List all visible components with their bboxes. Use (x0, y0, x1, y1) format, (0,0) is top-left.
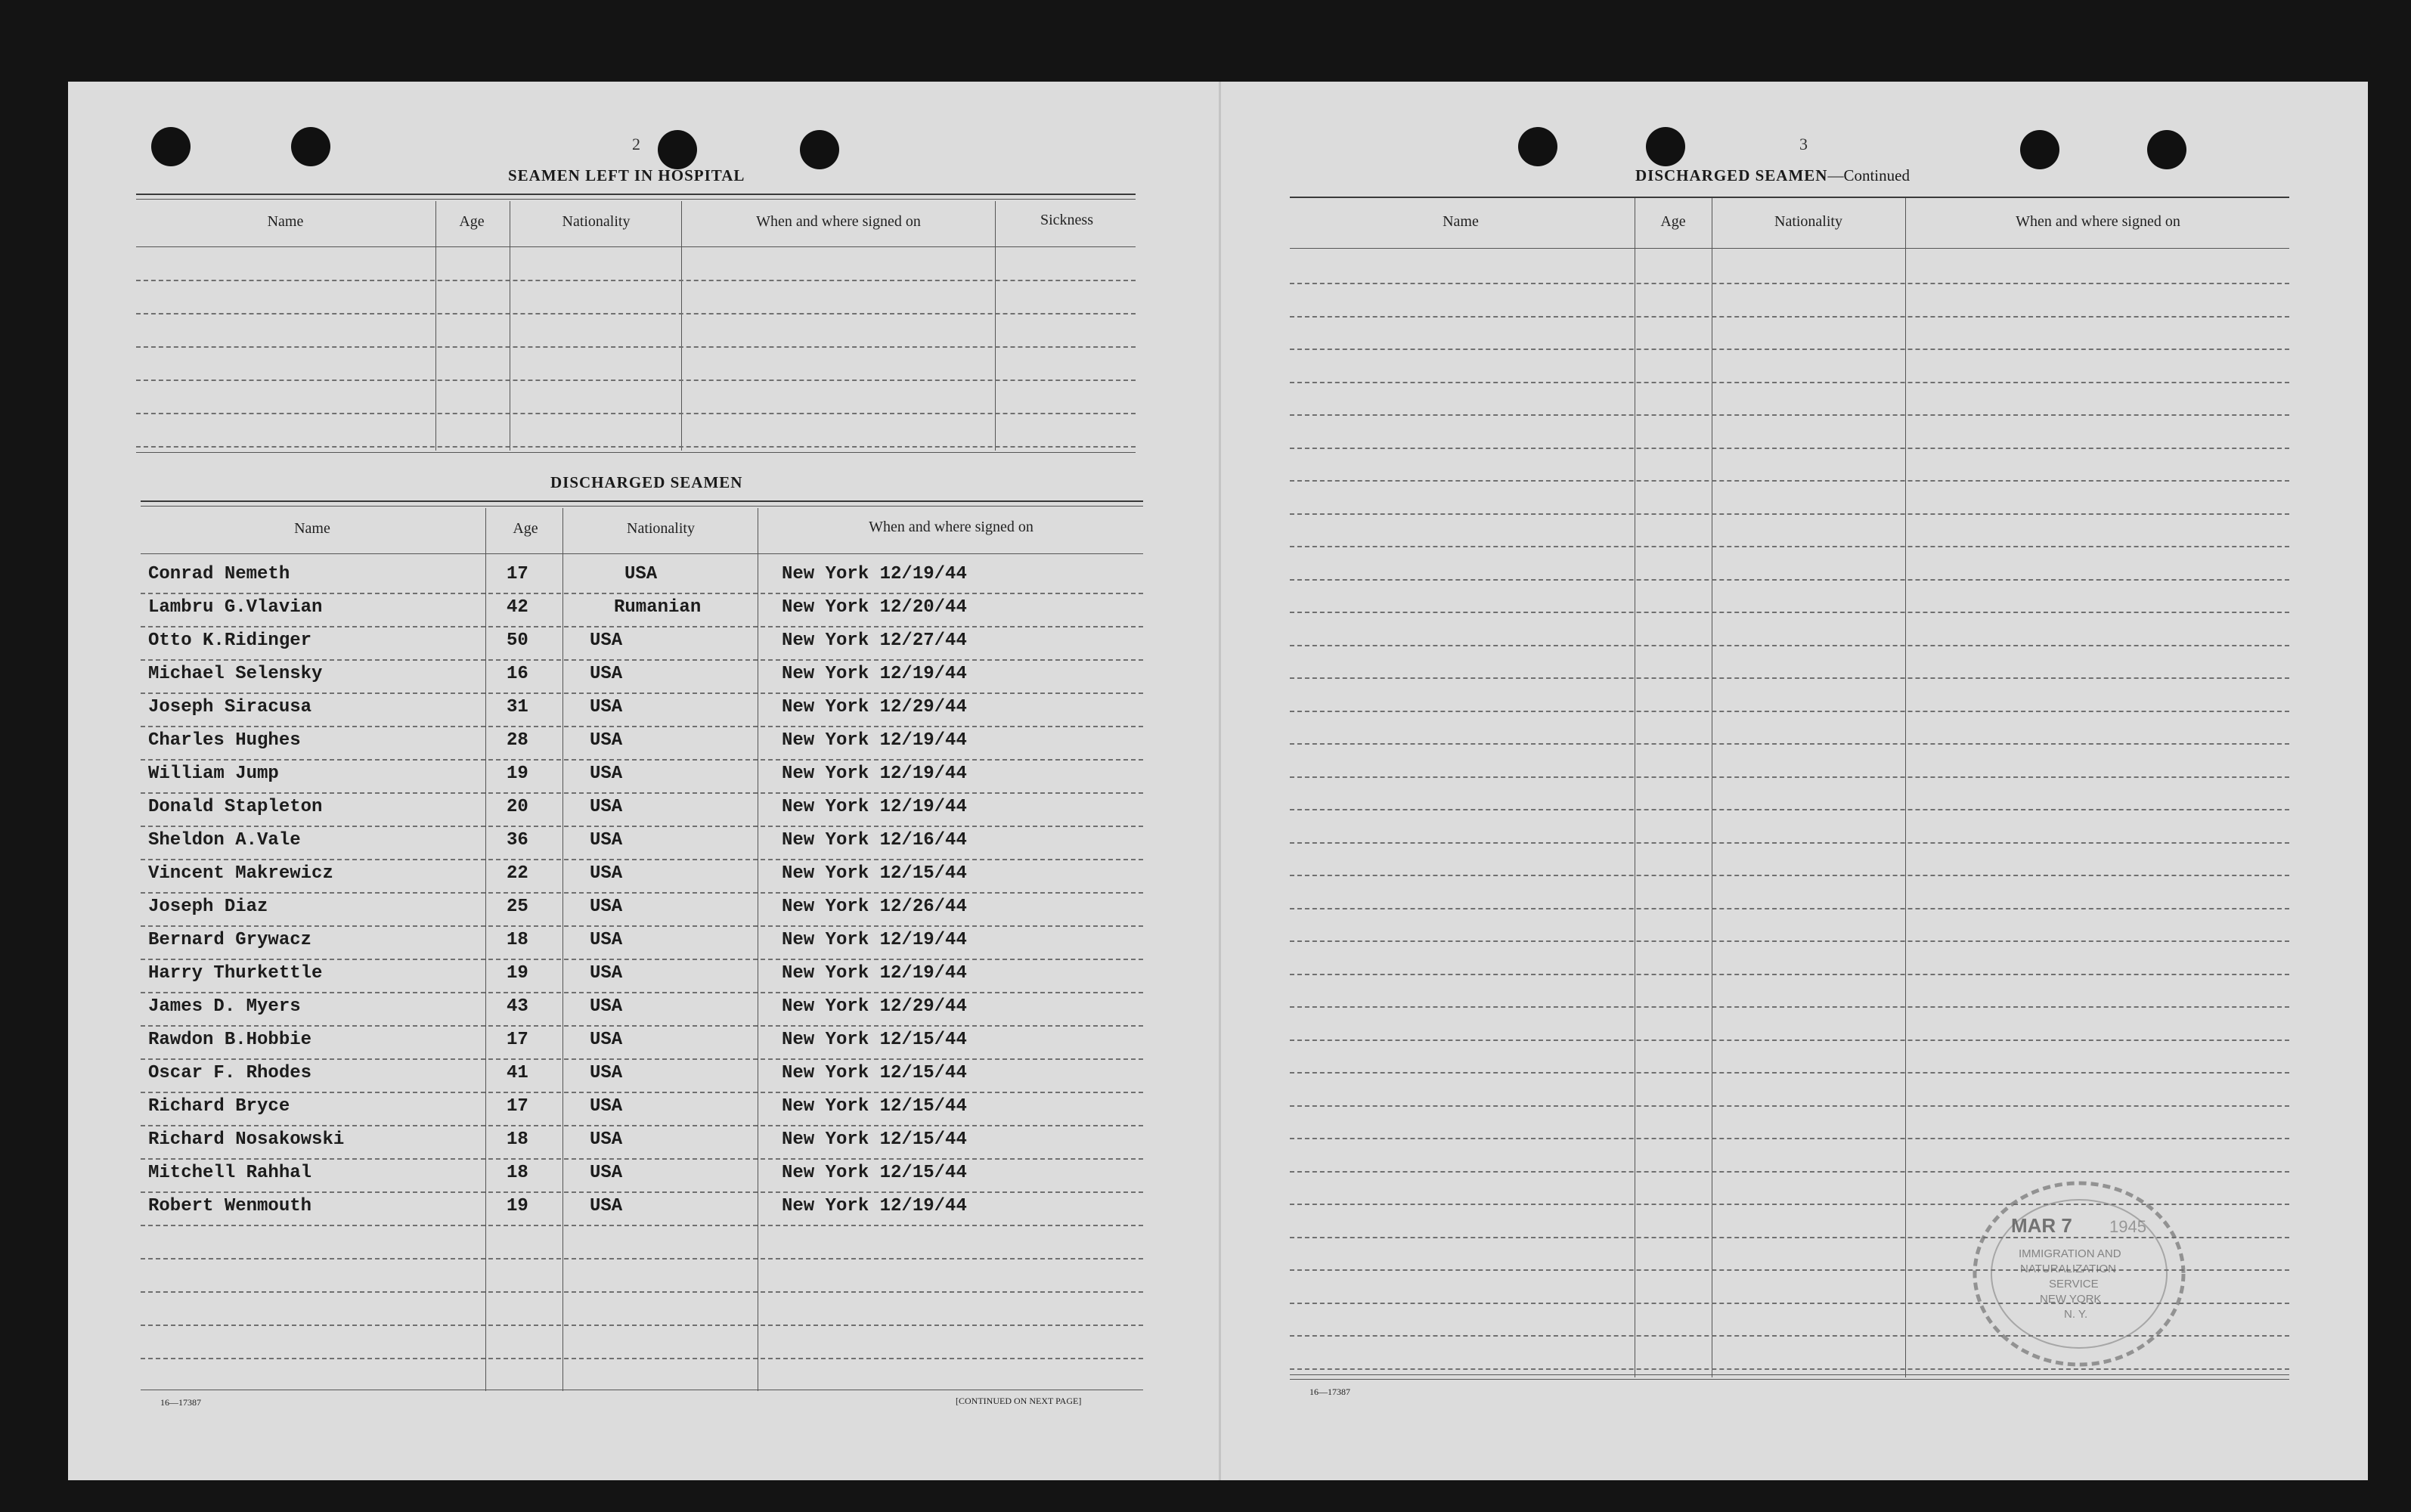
table-row-line (1290, 711, 2289, 712)
table-row-line (141, 959, 1143, 960)
seaman-age: 17 (507, 564, 528, 584)
table-row-line (1290, 1105, 2289, 1107)
table-row-line (141, 626, 1143, 627)
seaman-nationality: USA (590, 963, 623, 984)
page-title (1635, 166, 1910, 185)
seaman-nationality: USA (590, 897, 623, 917)
seaman-nationality: USA (590, 631, 623, 651)
seaman-age: 18 (507, 1129, 528, 1150)
table-row-line (1290, 908, 2289, 909)
seaman-name: Sheldon A.Vale (148, 830, 301, 850)
seaman-nationality: USA (624, 564, 658, 584)
table-row-line (1290, 480, 2289, 482)
seaman-age: 20 (507, 797, 528, 817)
seaman-name: Richard Nosakowski (148, 1129, 345, 1150)
table-row-line (141, 692, 1143, 694)
seaman-nationality: USA (590, 1096, 623, 1117)
table-row-line (1290, 579, 2289, 581)
col-header-nationality: Nationality (562, 213, 631, 230)
seaman-signed-on: New York 12/26/44 (782, 897, 967, 917)
seaman-name: Charles Hughes (148, 730, 301, 751)
col-header-signed-on: When and where signed on (756, 213, 921, 230)
table-row-line (141, 1025, 1143, 1027)
seaman-signed-on: New York 12/15/44 (782, 1096, 967, 1117)
table-row-line (1290, 316, 2289, 318)
column-divider (1905, 198, 1906, 1377)
seaman-age: 41 (507, 1063, 528, 1083)
col-header-nationality: Nationality (627, 520, 695, 537)
punch-hole (291, 127, 330, 166)
stamp-line: N. Y. (2064, 1308, 2088, 1321)
table-row-line (141, 1058, 1143, 1060)
table-row-line (1290, 743, 2289, 745)
table-row-line (141, 1358, 1143, 1359)
table-row-line (1290, 1040, 2289, 1041)
table-row-line (1290, 1138, 2289, 1139)
col-header-signed-on: When and where signed on (869, 519, 1034, 535)
punch-hole (1646, 127, 1685, 166)
seaman-nationality: USA (590, 764, 623, 784)
col-header-nationality: Nationality (1774, 213, 1842, 230)
seaman-age: 25 (507, 897, 528, 917)
table-row-line (1290, 645, 2289, 646)
seaman-nationality: USA (590, 1196, 623, 1216)
table-row-line (141, 1325, 1143, 1326)
seaman-signed-on: New York 12/19/44 (782, 564, 967, 584)
seaman-nationality: USA (590, 730, 623, 751)
seaman-age: 19 (507, 1196, 528, 1216)
seaman-signed-on: New York 12/19/44 (782, 764, 967, 784)
seaman-age: 17 (507, 1030, 528, 1050)
seaman-signed-on: New York 12/27/44 (782, 631, 967, 651)
seaman-name: Oscar F. Rhodes (148, 1063, 312, 1083)
table-row-line (1290, 349, 2289, 350)
seaman-nationality: USA (590, 1063, 623, 1083)
discharged-section-title: DISCHARGED SEAMEN (550, 473, 743, 491)
seaman-name: Joseph Siracusa (148, 697, 312, 717)
seaman-signed-on: New York 12/19/44 (782, 797, 967, 817)
seaman-name: Harry Thurkettle (148, 963, 323, 984)
seaman-signed-on: New York 12/29/44 (782, 996, 967, 1017)
seaman-nationality: USA (590, 1163, 623, 1183)
table-row-line (1290, 382, 2289, 383)
stamp-year: 1945 (2109, 1217, 2146, 1236)
table-row-line (1290, 677, 2289, 679)
seaman-name: Conrad Nemeth (148, 564, 290, 584)
table-row-line (1290, 776, 2289, 778)
title-suffix: —Continued (1827, 166, 1910, 184)
seaman-name: Vincent Makrewicz (148, 863, 333, 884)
seaman-age: 19 (507, 764, 528, 784)
seaman-age: 22 (507, 863, 528, 884)
table-row-line (136, 446, 1136, 448)
punch-hole (1518, 127, 1557, 166)
seaman-nationality: USA (590, 863, 623, 884)
seaman-name: James D. Myers (148, 996, 301, 1017)
rule (136, 199, 1136, 200)
punch-hole (658, 130, 697, 169)
table-row-line (136, 346, 1136, 348)
seaman-name: Mitchell Rahhal (148, 1163, 312, 1183)
seaman-signed-on: New York 12/15/44 (782, 1163, 967, 1183)
page-number: 2 (632, 135, 640, 153)
table-row-line (1290, 513, 2289, 515)
seaman-age: 18 (507, 1163, 528, 1183)
table-row-line (136, 280, 1136, 281)
rule (136, 194, 1136, 195)
punch-hole (2020, 130, 2059, 169)
seaman-signed-on: New York 12/15/44 (782, 1063, 967, 1083)
col-header-age: Age (1660, 213, 1686, 230)
rule (1290, 1379, 2289, 1380)
table-row-line (136, 313, 1136, 314)
table-row-line (1290, 842, 2289, 844)
punch-hole (2147, 130, 2186, 169)
rule (141, 500, 1143, 502)
stamp-line: NATURALIZATION (2020, 1263, 2116, 1275)
seaman-signed-on: New York 12/15/44 (782, 1030, 967, 1050)
seaman-nationality: USA (590, 1030, 623, 1050)
rule (136, 246, 1136, 247)
seaman-age: 19 (507, 963, 528, 984)
stamp-line: IMMIGRATION AND (2019, 1247, 2121, 1260)
seaman-signed-on: New York 12/19/44 (782, 730, 967, 751)
seaman-signed-on: New York 12/16/44 (782, 830, 967, 850)
seaman-name: Donald Stapleton (148, 797, 323, 817)
table-row-line (1290, 809, 2289, 810)
col-header-age: Age (513, 520, 538, 537)
seaman-name: Otto K.Ridinger (148, 631, 312, 651)
seaman-age: 50 (507, 631, 528, 651)
seaman-signed-on: New York 12/15/44 (782, 863, 967, 884)
seaman-age: 16 (507, 664, 528, 684)
table-row-line (141, 1225, 1143, 1226)
table-row-line (141, 925, 1143, 927)
table-row-line (136, 413, 1136, 414)
title-text: DISCHARGED SEAMEN (1635, 166, 1828, 184)
col-header-age: Age (459, 213, 485, 230)
table-row-line (136, 380, 1136, 381)
table-row-line (141, 1258, 1143, 1259)
rule (141, 553, 1143, 554)
table-row-line (1290, 875, 2289, 876)
table-row-line (1290, 546, 2289, 547)
seaman-signed-on: New York 12/19/44 (782, 930, 967, 950)
seaman-name: Richard Bryce (148, 1096, 290, 1117)
col-header-name: Name (294, 520, 330, 537)
seaman-nationality: USA (590, 797, 623, 817)
seaman-nationality: USA (590, 1129, 623, 1150)
seaman-age: 17 (507, 1096, 528, 1117)
rule (1290, 197, 2289, 198)
seaman-age: 36 (507, 830, 528, 850)
table-row-line (141, 1158, 1143, 1160)
col-header-sickness: Sickness (1040, 212, 1093, 228)
table-row-line (141, 1291, 1143, 1293)
seaman-signed-on: New York 12/29/44 (782, 697, 967, 717)
seaman-name: Rawdon B.Hobbie (148, 1030, 312, 1050)
table-row-line (1290, 940, 2289, 942)
seaman-name: Michael Selensky (148, 664, 323, 684)
seaman-name: Lambru G.Vlavian (148, 597, 323, 618)
hospital-section-title: SEAMEN LEFT IN HOSPITAL (508, 166, 745, 184)
stamp-line: SERVICE (2049, 1278, 2099, 1290)
table-row-line (141, 826, 1143, 827)
seaman-age: 42 (507, 597, 528, 618)
seaman-age: 31 (507, 697, 528, 717)
form-number: 16—17387 (1309, 1387, 1350, 1397)
col-header-signed-on: When and where signed on (2016, 213, 2180, 230)
rule (136, 452, 1136, 453)
rule (1290, 1374, 2289, 1375)
rule (1290, 248, 2289, 249)
seaman-name: Bernard Grywacz (148, 930, 312, 950)
table-row-line (141, 792, 1143, 794)
table-row-line (1290, 1072, 2289, 1074)
seaman-signed-on: New York 12/20/44 (782, 597, 967, 618)
page-fold (1219, 82, 1221, 1480)
table-row-line (141, 726, 1143, 727)
seaman-age: 18 (507, 930, 528, 950)
table-row-line (1290, 974, 2289, 975)
table-row-line (141, 1125, 1143, 1126)
seaman-nationality: USA (590, 930, 623, 950)
seaman-name: Robert Wenmouth (148, 1196, 312, 1216)
table-row-line (1290, 1006, 2289, 1008)
page-number: 3 (1799, 135, 1808, 153)
table-row-line (141, 992, 1143, 993)
stamp-line: NEW YORK (2040, 1293, 2102, 1306)
rule (141, 506, 1143, 507)
seaman-nationality: USA (590, 830, 623, 850)
seaman-signed-on: New York 12/19/44 (782, 1196, 967, 1216)
seaman-signed-on: New York 12/19/44 (782, 963, 967, 984)
col-header-name: Name (267, 213, 304, 230)
table-row-line (1290, 612, 2289, 613)
seaman-nationality: USA (590, 697, 623, 717)
seaman-signed-on: New York 12/15/44 (782, 1129, 967, 1150)
table-row-line (1290, 283, 2289, 284)
seaman-name: Joseph Diaz (148, 897, 268, 917)
table-row-line (141, 859, 1143, 860)
table-row-line (141, 659, 1143, 661)
table-row-line (141, 759, 1143, 761)
seaman-signed-on: New York 12/19/44 (782, 664, 967, 684)
seaman-name: William Jump (148, 764, 279, 784)
seaman-nationality: Rumanian (614, 597, 702, 618)
stamp-date: MAR 7 (2011, 1214, 2072, 1237)
punch-hole (800, 130, 839, 169)
punch-hole (151, 127, 191, 166)
immigration-stamp (1966, 1168, 2193, 1372)
seaman-nationality: USA (590, 664, 623, 684)
table-row-line (141, 593, 1143, 594)
seaman-nationality: USA (590, 996, 623, 1017)
continued-note: [CONTINUED ON NEXT PAGE] (956, 1396, 1082, 1406)
table-row-line (141, 1191, 1143, 1193)
table-row-line (1290, 448, 2289, 449)
col-header-name: Name (1443, 213, 1479, 230)
form-number: 16—17387 (160, 1397, 201, 1408)
seaman-age: 43 (507, 996, 528, 1017)
table-row-line (141, 892, 1143, 894)
table-row-line (141, 1092, 1143, 1093)
seaman-age: 28 (507, 730, 528, 751)
table-row-line (1290, 414, 2289, 416)
